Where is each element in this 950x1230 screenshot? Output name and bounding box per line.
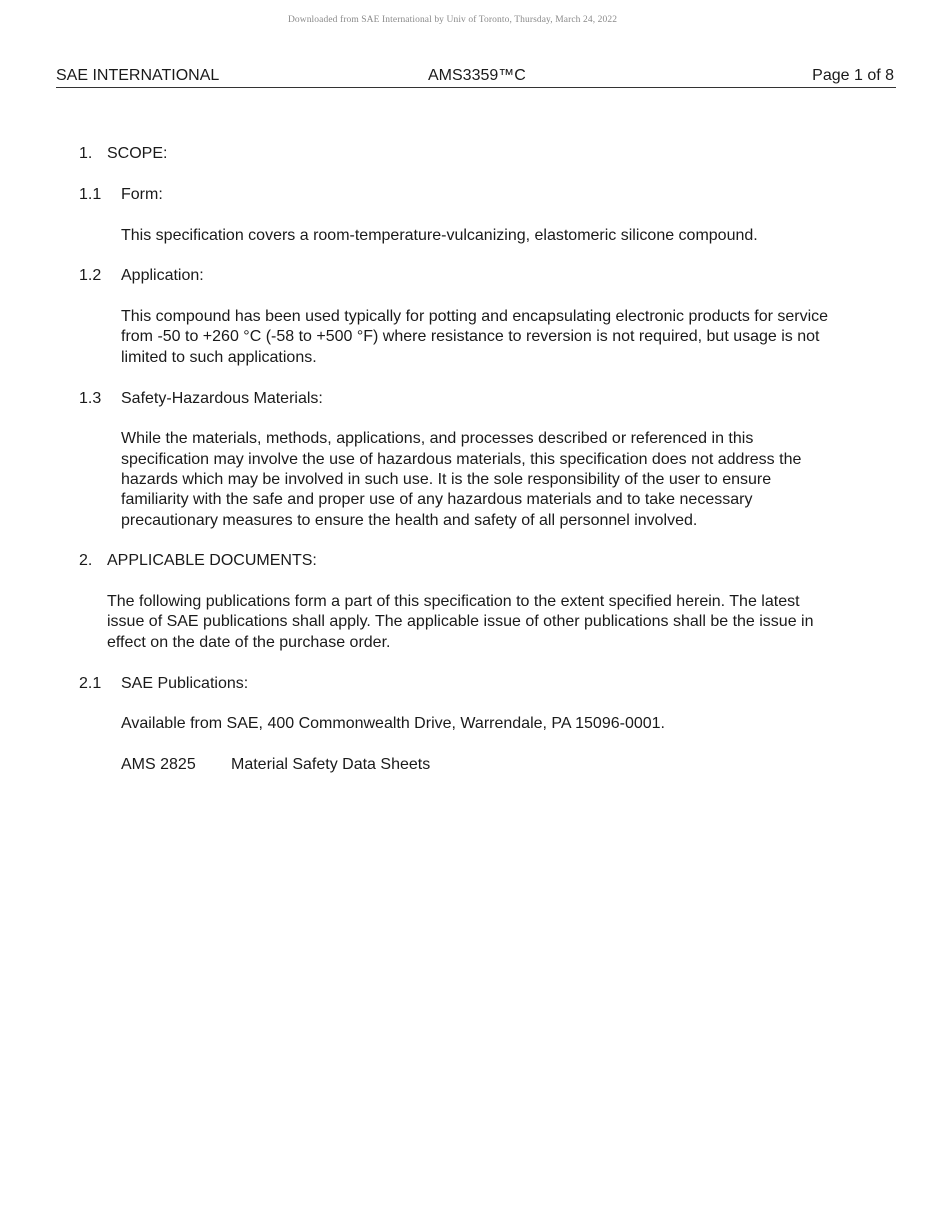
text-line: precautionary measures to ensure the health and safety of all personnel involved. bbox=[121, 511, 698, 529]
text-line: hazards which may be involved in such use. It is the sole responsibility of the user to ensure bbox=[121, 470, 772, 488]
text-line: specification may involve the use of hazardous materials, this specification does not address the bbox=[121, 450, 802, 468]
section-2-heading bbox=[79, 551, 879, 571]
section-title: APPLICABLE DOCUMENTS: bbox=[107, 552, 317, 570]
section-title: Form: bbox=[121, 185, 163, 203]
section-2-1-text: Available from SAE, 400 Commonwealth Drive, Warrendale, PA 15096-0001. bbox=[121, 715, 665, 733]
referenced-document bbox=[121, 755, 879, 775]
text-line: While the materials, methods, applications, and processes described or referenced in this bbox=[121, 430, 754, 448]
section-number: 1. bbox=[79, 145, 93, 162]
section-number: 2. bbox=[79, 552, 93, 570]
section-title: Application: bbox=[121, 267, 204, 285]
document-code: AMS 2825 bbox=[121, 756, 196, 774]
section-title: SCOPE: bbox=[107, 145, 168, 162]
section-2-text bbox=[107, 592, 879, 653]
page-header bbox=[56, 66, 896, 88]
section-2-1-heading bbox=[79, 674, 879, 694]
text-line: issue of SAE publications shall apply. The applicable issue of other publications shall be the issue in bbox=[107, 613, 814, 631]
document-title: Material Safety Data Sheets bbox=[231, 756, 431, 774]
section-1-heading bbox=[79, 144, 879, 164]
text-line: limited to such applications. bbox=[121, 348, 317, 366]
text-line: The following publications form a part of this specification to the extent specified herein. The latest bbox=[107, 593, 800, 611]
section-1-1-heading bbox=[79, 185, 879, 205]
section-number: 1.3 bbox=[79, 389, 102, 407]
page-number: Page 1 of 8 bbox=[812, 67, 894, 84]
download-watermark: Downloaded from SAE International by Univ of Toronto, Thursday, March 24, 2022 bbox=[287, 15, 618, 25]
section-1-3-text bbox=[121, 429, 879, 530]
section-1-2-text bbox=[121, 307, 879, 368]
publisher-name: SAE INTERNATIONAL bbox=[56, 67, 220, 84]
document-number: AMS3359™C bbox=[428, 67, 526, 84]
text-line: familiarity with the safe and proper use of any hazardous materials and to take necessary bbox=[121, 491, 753, 509]
text-line: effect on the date of the purchase order. bbox=[107, 633, 391, 651]
document-body bbox=[79, 144, 879, 775]
text-line: from -50 to +260 °C (-58 to +500 °F) where resistance to reversion is not required, but usage is not bbox=[121, 328, 820, 346]
section-number: 1.2 bbox=[79, 267, 102, 285]
section-number: 1.1 bbox=[79, 185, 102, 203]
section-number: 2.1 bbox=[79, 674, 102, 692]
section-title: Safety-Hazardous Materials: bbox=[121, 389, 323, 407]
section-title: SAE Publications: bbox=[121, 674, 249, 692]
text-line: This compound has been used typically for potting and encapsulating electronic products for service bbox=[121, 308, 829, 326]
section-1-3-heading bbox=[79, 389, 879, 409]
section-1-2-heading bbox=[79, 266, 879, 286]
section-1-1-text: This specification covers a room-temperature-vulcanizing, elastomeric silicone compound. bbox=[121, 226, 758, 244]
